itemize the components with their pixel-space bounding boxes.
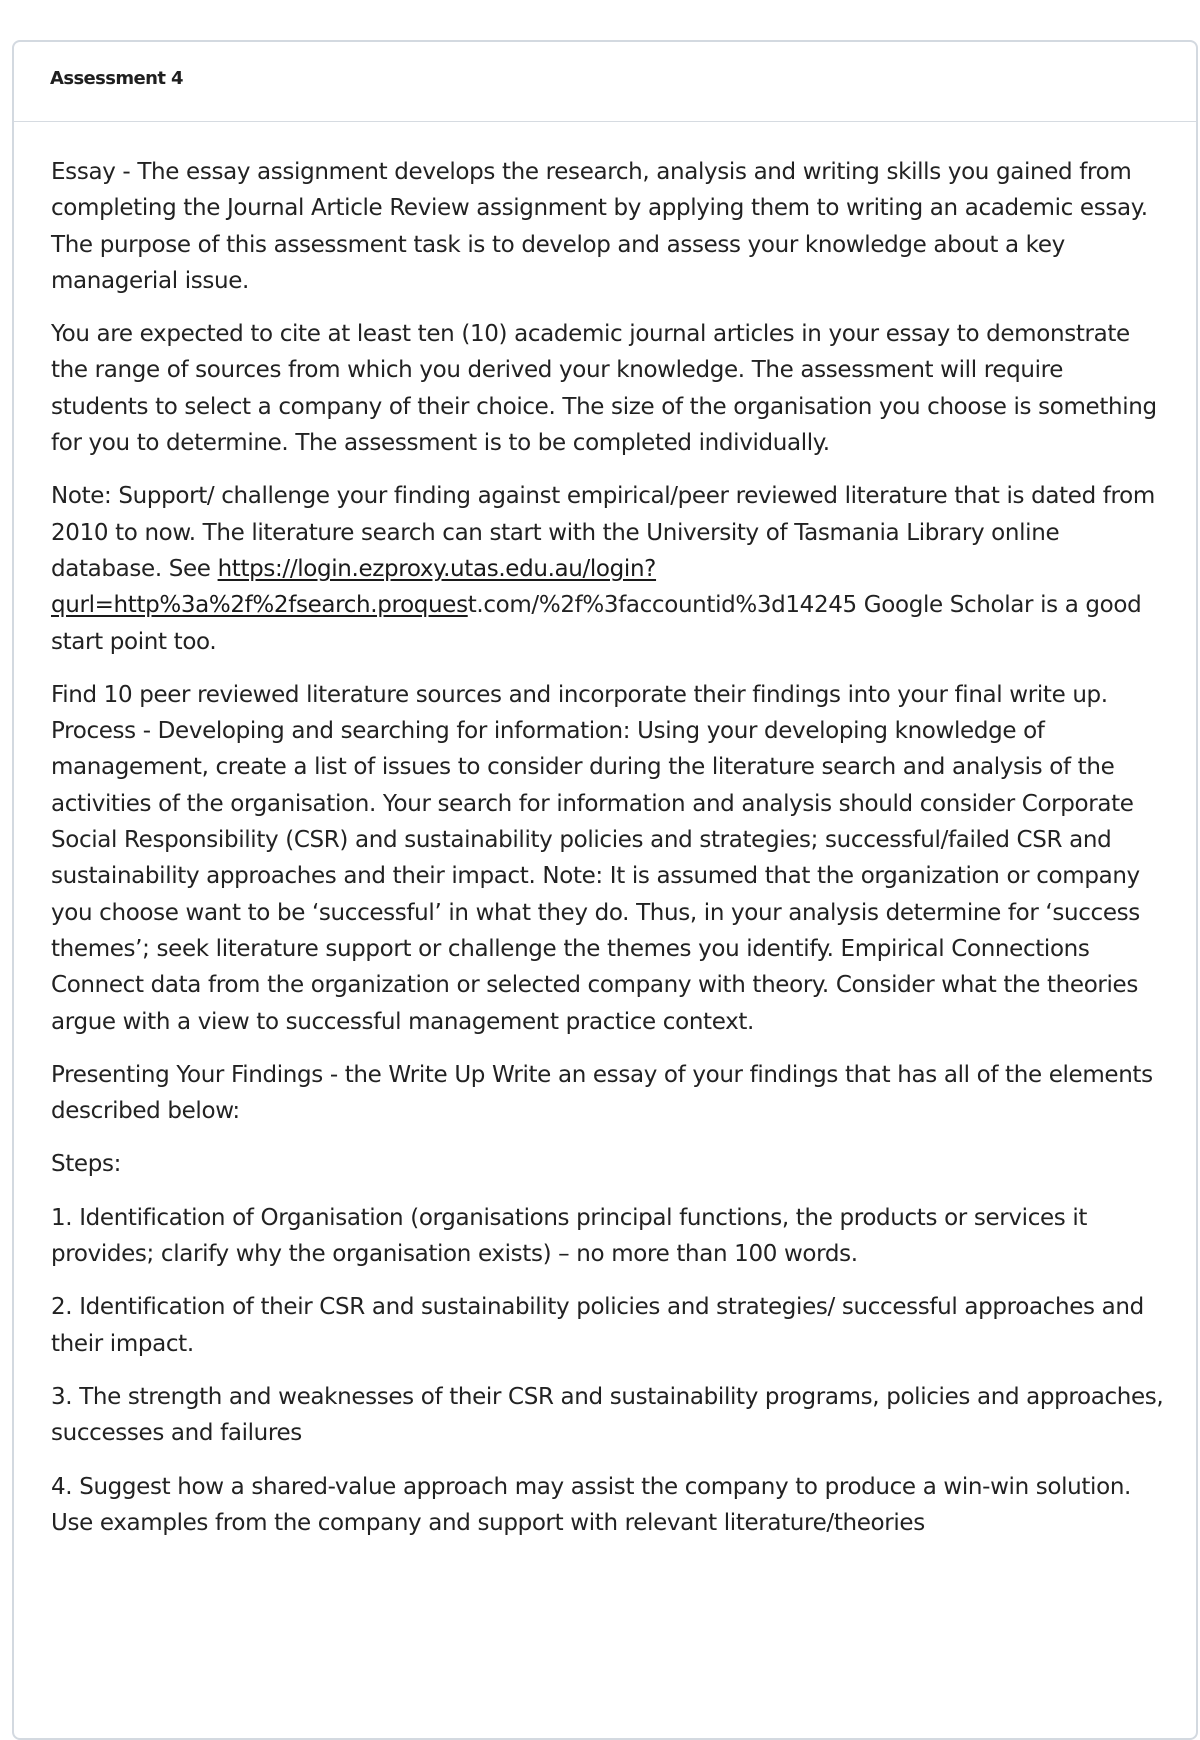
essay-description-paragraph: Essay - The essay assignment develops the research, analysis and writing skills you gained from completing the Journal Article Review assignment by applying them to writing an academic essay. The purpose of this assessment task is to develop and assess your knowledge about a key managerial issue. bbox=[51, 159, 1148, 294]
citation-requirement-paragraph: You are expected to cite at least ten (10) academic journal articles in your essay to demonstrate the range of sources from which you derived your knowledge. The assessment will require students to select a company of their choice. The size of the organisation you choose is something for you to determine. The assessment is to be completed individually. bbox=[51, 321, 1157, 457]
assessment-card bbox=[12, 40, 1198, 1740]
process-paragraph: Find 10 peer reviewed literature sources and incorporate their findings into your final write up. Process - Developing and searching for information: Using your developing knowledge of management, create a list of issues to consider during the literature search and analysis of the activities of the organisation. Your search for information and analysis should consider Corporate Social Responsibility (CSR) and sustainability policies and strategies; successful/failed CSR and sustainability approaches and their impact. Note: It is assumed that the organization or company you choose want to be ‘successful’ in what they do. Thus, in your analysis determine for ‘success themes’; seek literature support or challenge the themes you identify. Empirical Connections Connect data from the organization or selected company with theory. Consider what the theories argue with a view to successful management practice context. bbox=[51, 681, 1140, 1035]
card-title: Assessment 4 bbox=[50, 68, 183, 89]
steps-heading: Steps: bbox=[51, 1151, 121, 1178]
step-2: 2. Identification of their CSR and sustainability policies and strategies/ successful approaches and their impact. bbox=[51, 1294, 1144, 1357]
step-1: 1. Identification of Organisation (organisations principal functions, the products or services it provides; clarify why the organisation exists) – no more than 100 words. bbox=[51, 1204, 1088, 1268]
card-header bbox=[14, 42, 1196, 122]
card-body bbox=[14, 122, 1196, 1541]
step-3: 3. The strength and weaknesses of their CSR and sustainability programs, policies and approaches, successes and failures bbox=[51, 1383, 1164, 1447]
literature-note-text: Note: Support/ challenge your finding against empirical/peer reviewed literature that is dated from 2010 to now. The literature search can start with the University of Tasmania Library online database. See bbox=[51, 483, 1155, 582]
literature-note-paragraph bbox=[51, 478, 1166, 659]
literature-note-continued: t.com/%2f%3faccountid%3d14245 Google Scholar is a good start point too. bbox=[51, 592, 1142, 655]
step-4: 4. Suggest how a shared-value approach may assist the company to produce a win-win solution. Use examples from the company and support with relevant literature/theories bbox=[51, 1473, 1132, 1536]
presenting-findings-paragraph: Presenting Your Findings - the Write Up Write an essay of your findings that has all of the elements described below: bbox=[51, 1061, 1153, 1125]
library-database-link[interactable]: https://login.ezproxy.utas.edu.au/login?qurl=http%3a%2f%2fsearch.proques bbox=[51, 555, 657, 619]
